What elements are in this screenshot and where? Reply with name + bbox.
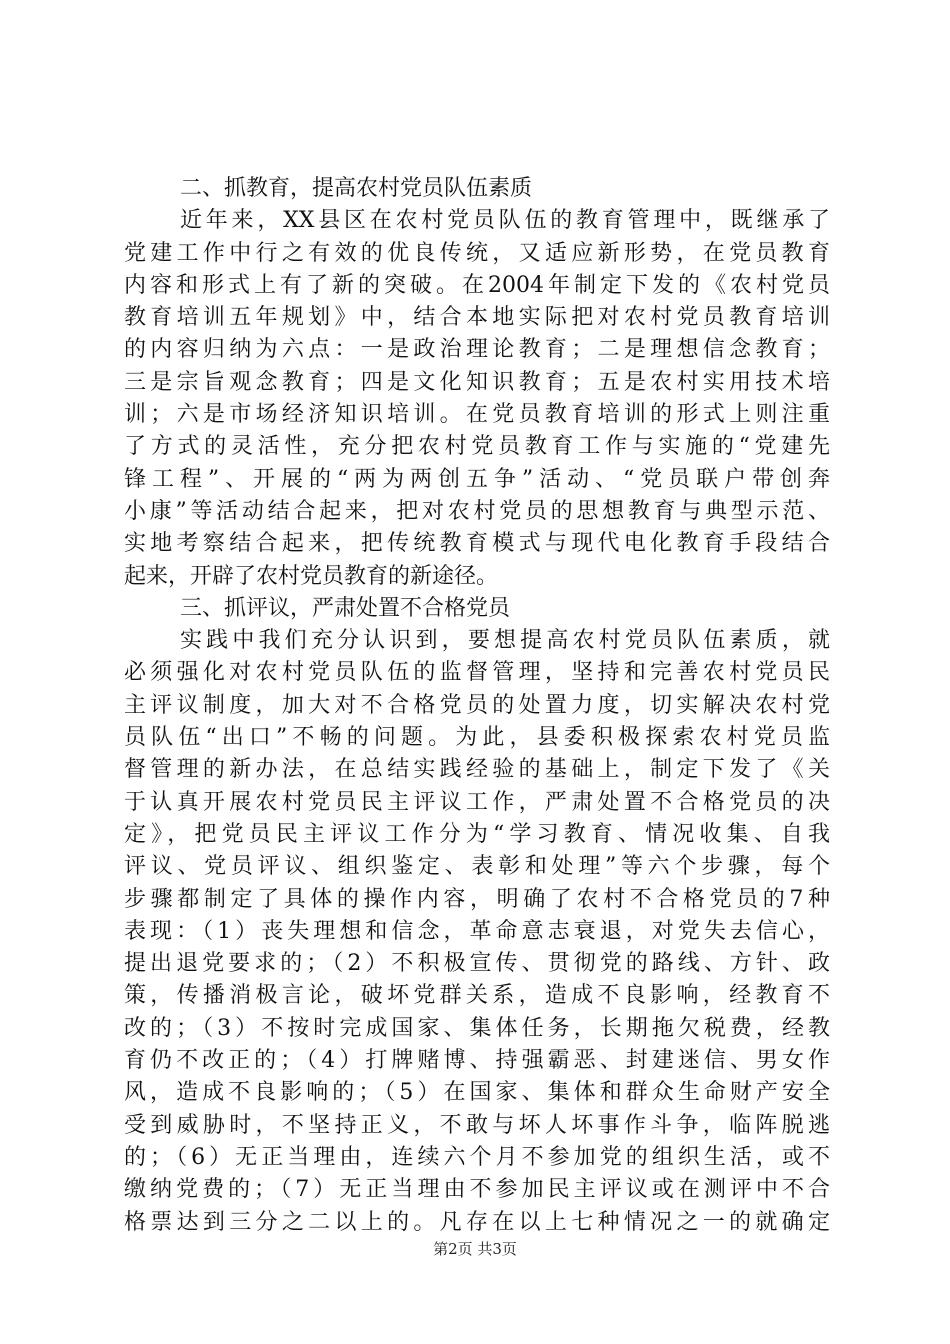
text-line: 育仍不改正的；（4）打牌赌博、持强霸恶、封建迷信、男女作 (124, 1048, 830, 1074)
text-line: 教育培训五年规划》中，结合本地实际把对农村党员教育培训 (124, 305, 830, 331)
text-line: 风，造成不良影响的；（5）在国家、集体和群众生命财产安全 (124, 1080, 830, 1106)
text-line: 于认真开展农村党员民主评议工作，严肃处置不合格党员的决 (124, 789, 830, 815)
text-line: 实地考察结合起来，把传统教育模式与现代电化教育手段结合 (124, 531, 830, 557)
text-line: 定》，把党员民主评议工作分为“学习教育、情况收集、自我 (124, 821, 830, 847)
text-line: 的；（6）无正当理由，连续六个月不参加党的组织生活，或不 (124, 1144, 830, 1170)
text-line: 小康”等活动结合起来，把对农村党员的思想教育与典型示范、 (124, 498, 830, 524)
page-footer: 第2页 共3页 (433, 1240, 517, 1258)
text-line: 党建工作中行之有效的优良传统，又适应新形势，在党员教育 (124, 240, 830, 266)
text-line: 表现：（1）丧失理想和信念，革命意志衰退，对党失去信心， (124, 918, 830, 944)
text-line: 策，传播消极言论，破坏党群关系，造成不良影响，经教育不 (124, 983, 830, 1009)
text-line: 近年来，XX县区在农村党员队伍的教育管理中，既继承了 (180, 208, 830, 234)
text-line: 起来，开辟了农村党员教育的新途径。 (124, 563, 499, 589)
text-line: 了方式的灵活性，充分把农村党员教育工作与实施的“党建先 (124, 434, 830, 460)
text-line: 内容和形式上有了新的突破。在2004年制定下发的《农村党员 (124, 272, 830, 298)
section-heading: 三、抓评议，严肃处置不合格党员 (180, 595, 511, 621)
text-line: 格票达到三分之二以上的。凡存在以上七种情况之一的就确定 (124, 1209, 830, 1235)
text-line: 督管理的新办法，在总结实践经验的基础上，制定下发了《关 (124, 757, 830, 783)
text-line: 训；六是市场经济知识培训。在党员教育培训的形式上则注重 (124, 402, 830, 428)
text-line: 评议、党员评议、组织鉴定、表彰和处理”等六个步骤，每个 (124, 854, 830, 880)
text-line: 的内容归纳为六点：一是政治理论教育；二是理想信念教育； (124, 337, 830, 363)
text-line: 受到威胁时，不坚持正义，不敢与坏人坏事作斗争，临阵脱逃 (124, 1112, 830, 1138)
text-line: 步骤都制定了具体的操作内容，明确了农村不合格党员的7种 (124, 886, 830, 912)
text-line: 改的；（3）不按时完成国家、集体任务，长期拖欠税费，经教 (124, 1015, 830, 1041)
section-heading: 二、抓教育，提高农村党员队伍素质 (180, 176, 533, 201)
text-line: 主评议制度，加大对不合格党员的处置力度，切实解决农村党 (124, 692, 830, 718)
text-line: 员队伍“出口”不畅的问题。为此，县委积极探索农村党员监 (124, 725, 830, 751)
text-line: 实践中我们充分认识到，要想提高农村党员队伍素质，就 (180, 628, 830, 654)
text-line: 锋工程”、开展的“两为两创五争”活动、“党员联户带创奔 (124, 466, 830, 492)
text-line: 必须强化对农村党员队伍的监督管理，坚持和完善农村党员民 (124, 660, 830, 686)
text-line: 三是宗旨观念教育；四是文化知识教育；五是农村实用技术培 (124, 369, 830, 395)
text-line: 缴纳党费的；（7）无正当理由不参加民主评议或在测评中不合 (124, 1177, 830, 1203)
document-body (124, 173, 830, 1239)
text-line: 提出退党要求的；（2）不积极宣传、贯彻党的路线、方针、政 (124, 951, 830, 977)
